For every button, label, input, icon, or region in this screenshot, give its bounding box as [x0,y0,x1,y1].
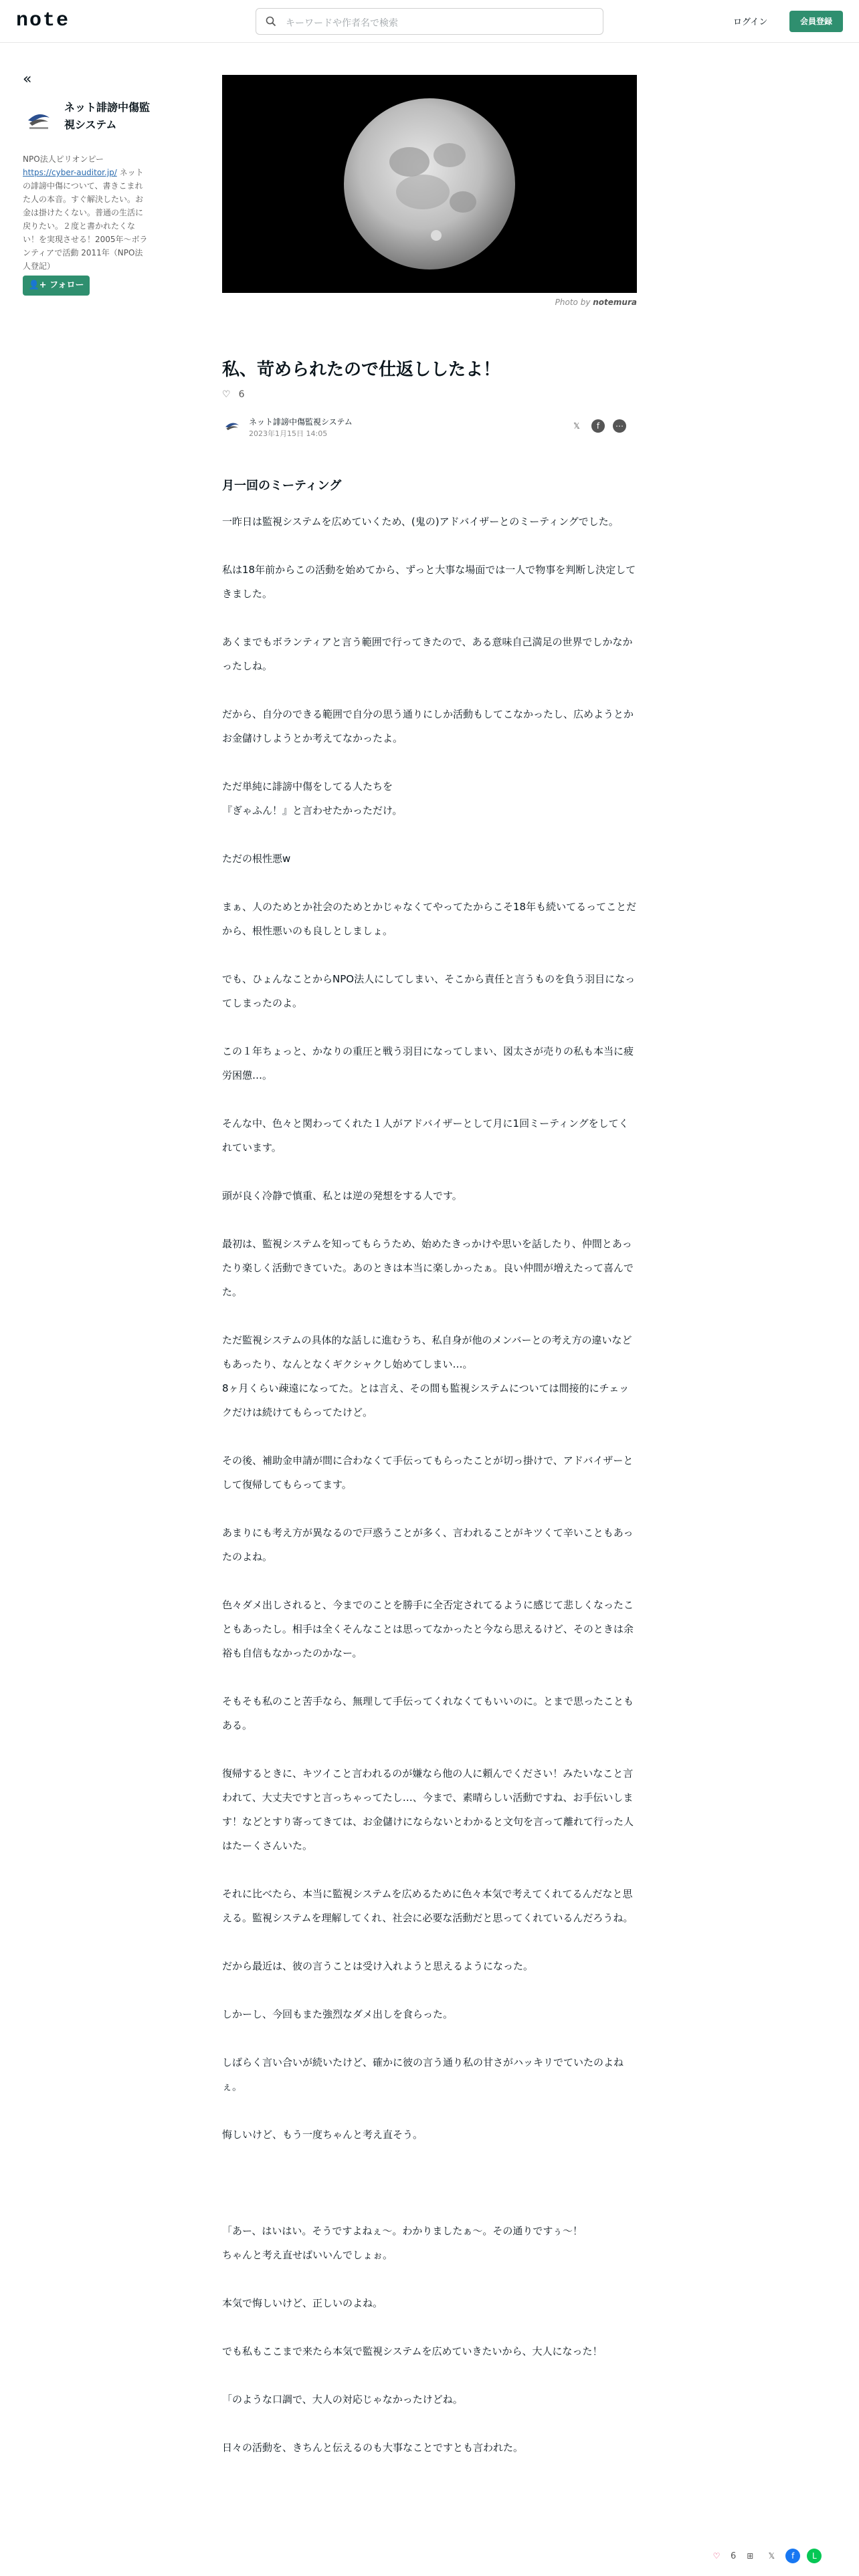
x-share-icon[interactable]: 𝕏 [768,2551,775,2561]
creator-bio [23,152,150,273]
x-share-icon[interactable]: 𝕏 [573,421,580,431]
author-name[interactable]: ネット誹謗中傷監視システム [249,417,353,427]
article-paragraph: だから、自分のできる範囲で自分の思う通りにしか活動もしてこなかったし、広めようとかお金儲けしようとか考えてなかったよ。 [222,708,634,744]
login-link[interactable]: ログイン [733,17,768,27]
creator-avatar[interactable] [23,103,55,135]
like-area[interactable] [222,389,244,400]
article-paragraph: ただ監視システムの具体的な話しに進むうち、私自身が他のメンバーとの考え方の違いなどもあったり、なんとなくギクシャクし始めてしまい…。 8ヶ月くらい疎遠になってた。とは言え、その間も監視システムについては間接的にチェックだけは続けてもらってたけど。 [222,1334,632,1418]
article-paragraph: 本気で悔しいけど、正しいのよね。 [222,2297,383,2309]
paragraph-list-after [222,2219,637,2460]
signup-button[interactable]: 会員登録 [789,11,843,32]
photo-credit-name[interactable]: notemura [593,298,637,307]
search-icon [266,16,276,27]
more-options-icon[interactable]: ⋯ [613,419,626,433]
bio-prefix: NPO法人ピリオンピー [23,154,104,164]
article-paragraph: だから最近は、彼の言うことは受け入れようと思えるようになった。 [222,1960,534,1972]
bio-link[interactable]: https://cyber-auditor.jp/ [23,168,117,177]
heart-icon[interactable]: ♡ [222,389,231,400]
article-title: 私、苛められたので仕返ししたよ！ [222,360,501,380]
article-paragraph: 私は18年前からこの活動を始めてから、ずっと大事な場面では一人で物事を判断し決定してきました。 [222,564,636,600]
article-paragraph: 最初は、監視システムを知ってもらうため、始めたきっかけや思いを話したり、仲間とあったり楽しく活動できていた。あのときは本当に楽しかったぁ。良い仲間が増えたって喜んでた。 [222,1238,634,1298]
article-paragraph: 復帰するときに、キツイこと言われるのが嫌なら他の人に頼んでください！みたいなこと言われて、大丈夫ですと言っちゃってたし…、今まで、素晴らしい活動ですね、お手伝いします！などとすり寄ってきては、お金儲けにならないとわかると文句を言って離れて行った人はたーくさんいた。 [222,1767,634,1852]
note-logo[interactable]: note [16,9,70,32]
follow-button[interactable] [23,276,90,296]
article-paragraph: 頭が良く冷静で慎重、私とは逆の発想をする人です。 [222,1190,462,1202]
article-paragraph: 「あー、はいはい。そうですよねぇ～。わかりましたぁ～。その通りですぅ～！ ちゃんと考え直せばいいんでしょぉ。 [222,2225,583,2261]
article-paragraph: ただ単純に誹謗中傷をしてる人たちを 『ぎゃふん！』と言わせたかっただけ。 [222,780,403,817]
spacer [222,2171,637,2219]
article-paragraph: でも私もここまで来たら本気で監視システムを広めていきたいから、大人になった！ [222,2345,603,2357]
article-paragraph: その後、補助金申請が間に合わなくて手伝ってもらったことが切っ掛けで、アドバイザーとして復帰してもらってます。 [222,1455,634,1491]
article-paragraph: 「のような口調で、大人の対応じゃなかったけどね。 [222,2393,463,2405]
hero-image [222,75,637,293]
line-share-icon[interactable]: L [807,2549,822,2563]
article-paragraph: あまりにも考え方が異なるので戸惑うことが多く、言われることがキツくて辛いこともあったのよね。 [222,1527,634,1563]
like-count: 6 [238,389,245,400]
creator-name[interactable]: ネット誹謗中傷監視システム [64,101,151,131]
article-paragraph: 一昨日は監視システムを広めていくため、(鬼の)アドバイザーとのミーティングでした。 [222,516,619,528]
article-paragraph: 色々ダメ出しされると、今までのことを勝手に全否定されてるように感じて悲しくなったこともあったし。相手は全くそんなことは思ってなかったと今なら思えるけど、そのときは余裕も自信もなかったのかなー。 [222,1599,634,1659]
section-heading: 月一回のミーティング [222,479,342,493]
article-paragraph: まぁ、人のためとか社会のためとかじゃなくてやってたからこそ18年も続いてるってことだから、根性悪いのも良しとしましょ。 [222,901,637,937]
article-paragraph: 悔しいけど、もう一度ちゃんと考え直そう。 [222,2129,423,2141]
article-paragraph: ただの根性悪w [222,853,291,865]
bookmark-icon[interactable]: ⊞ [747,2551,754,2561]
double-chevron-left-icon[interactable]: « [23,71,32,88]
floating-like-count: 6 [731,2551,737,2561]
author-avatar[interactable] [222,416,242,436]
search-placeholder: キーワードや作者名で検索 [286,18,398,29]
article-paragraph: しかーし、今回もまた強烈なダメ出しを食らった。 [222,2008,454,2020]
user-plus-icon: 👤+ [28,280,47,290]
article-paragraph: あくまでもボランティアと言う範囲で行ってきたので、ある意味自己満足の世界でしかなかったしね。 [222,636,633,672]
bio-text: ネットの誹謗中傷について、書きこまれた人の本音。すぐ解決したい。お金は掛けたくない。普通の生活に戻りたい。２度と書かれたくない！を実現させる！2005年～ボランティアで活動 2011年（NPO法人登記） [23,168,148,271]
article-paragraph: そもそも私のこと苦手なら、無理して手伝ってくれなくてもいいのに。とまで思ったこともある。 [222,1695,634,1731]
floating-actions [709,2547,822,2565]
article-paragraph: 日々の活動を、きちんと伝えるのも大事なことですとも言われた。 [222,2442,524,2454]
site-header [0,0,859,43]
photo-credit: Photo by notemura [555,298,637,307]
article-paragraph: この１年ちょっと、かなりの重圧と戦う羽目になってしまい、図太さが売りの私も本当に疲労困憊…。 [222,1045,634,1081]
follow-label: フォロー [50,280,84,290]
article-body [222,476,637,2484]
facebook-share-icon[interactable]: f [785,2549,800,2563]
article-paragraph: でも、ひょんなことからNPO法人にしてしまい、そこから責任と言うものを負う羽目になってしまったのよ。 [222,973,636,1009]
article-paragraph: そんな中、色々と関わってくれた１人がアドバイザーとして月に1回ミーティングをしてくれています。 [222,1117,629,1154]
search-input[interactable] [256,8,603,35]
article-paragraph: しばらく言い合いが続いたけど、確かに彼の言う通り私の甘さがハッキリでていたのよねぇ。 [222,2056,624,2092]
heart-icon[interactable]: ♡ [712,2551,721,2561]
paragraph-list [222,510,637,2147]
facebook-share-icon[interactable]: f [591,419,605,433]
article-paragraph: それに比べたら、本当に監視システムを広めるために色々本気で考えてくれてるんだなと思える。監視システムを理解してくれ、社会に必要な活動だと思ってくれているんだろうね。 [222,1888,634,1924]
publish-date: 2023年1月15日 14:05 [249,429,328,438]
